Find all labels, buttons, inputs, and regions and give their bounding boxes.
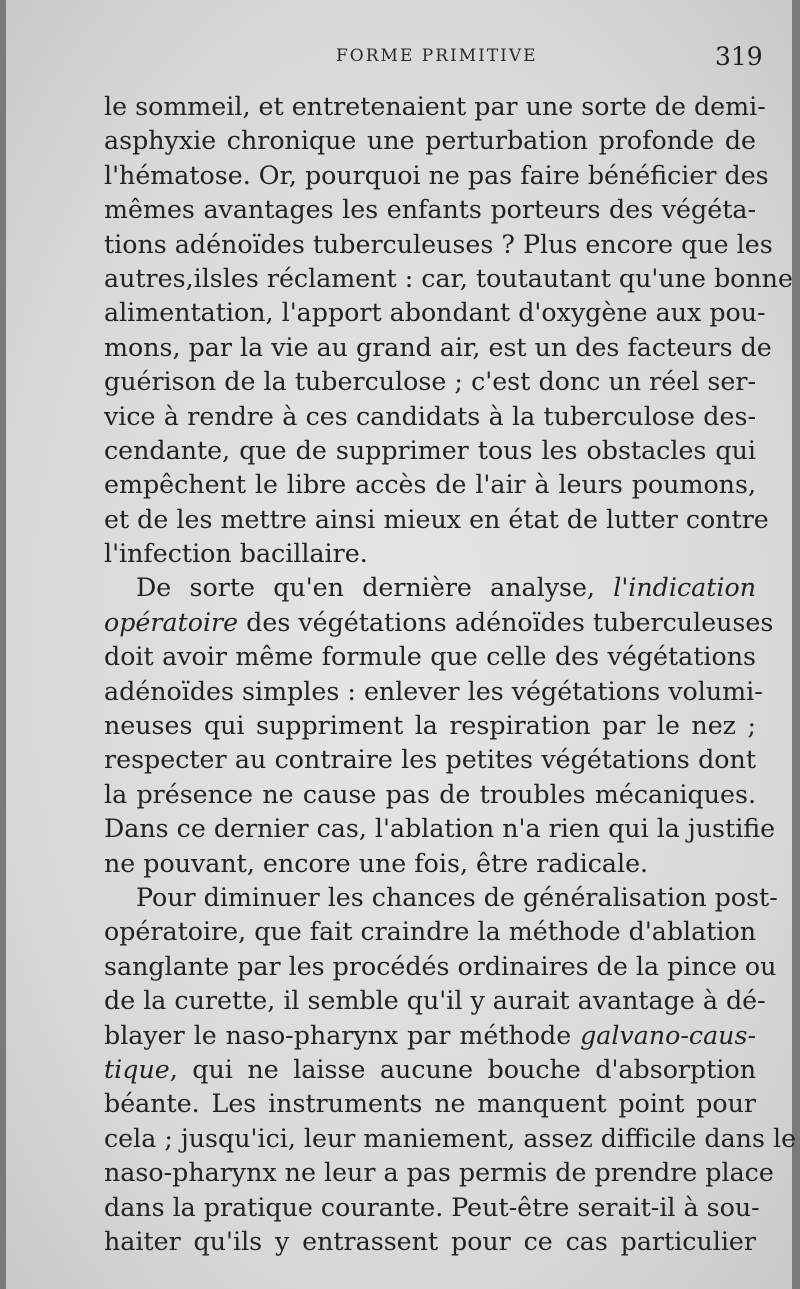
text-line: de la curette, il semble qu'il y aurait avantage à dé-: [104, 986, 766, 1016]
text-line: respecter au contraire les petites végétations dont: [104, 745, 756, 775]
text-line: mons, par la vie au grand air, est un des facteurs de: [104, 332, 772, 362]
page-number: 319: [715, 42, 763, 71]
page-header: [6, 44, 792, 74]
text-line: opératoire, que fait craindre la méthode d'ablation: [104, 917, 756, 947]
text-line: le sommeil, et entretenaient par une sorte de demi-: [104, 92, 766, 121]
text-line: l'hématose. Or, pourquoi ne pas faire bénéficier des: [104, 160, 769, 190]
text-line: naso-pharynx ne leur a pas permis de prendre place: [104, 1158, 774, 1188]
text-line: [104, 606, 774, 640]
text-line: [104, 571, 756, 605]
text-line: tions adénoïdes tuberculeuses ? Plus encore que les: [104, 229, 773, 259]
text-span: De sorte qu'en dernière analyse,: [136, 573, 614, 603]
text-span: blayer le naso-pharynx par méthode: [104, 1020, 581, 1050]
italic-term: opératoire: [104, 607, 239, 637]
italic-term: tique: [104, 1054, 170, 1084]
text-line: cendante, que de supprimer tous les obstacles qui: [104, 435, 756, 465]
text-line: empêchent le libre accès de l'air à leurs poumons,: [104, 470, 756, 500]
text-line: Dans ce dernier cas, l'ablation n'a rien qui la justifie: [104, 814, 776, 844]
text-line: Pour diminuer les chances de généralisation post-: [136, 882, 778, 912]
text-line: autres,ilsles réclament : car, toutautant qu'une bonne: [104, 263, 793, 293]
text-line: ne pouvant, encore une fois, être radicale.: [104, 848, 649, 878]
text-line: cela ; jusqu'ici, leur maniement, assez difficile dans le: [104, 1123, 797, 1153]
text-line: [104, 1053, 756, 1087]
text-line: asphyxie chronique une perturbation profonde de: [104, 126, 756, 156]
text-line: guérison de la tuberculose ; c'est donc un réel ser-: [104, 367, 756, 397]
body-text: [104, 90, 797, 1259]
text-line: mêmes avantages les enfants porteurs des végéta-: [104, 195, 756, 225]
text-line: l'infection bacillaire.: [104, 539, 368, 569]
text-line: dans la pratique courante. Peut-être serait-il à sou-: [104, 1192, 760, 1222]
text-span: , qui ne laisse aucune bouche d'absorption: [169, 1054, 756, 1084]
text-line: la présence ne cause pas de troubles mécaniques.: [104, 779, 756, 809]
text-line: et de les mettre ainsi mieux en état de lutter contre: [104, 504, 769, 534]
italic-term: galvano-caus-: [580, 1020, 756, 1050]
text-line: [104, 1019, 756, 1053]
text-line: vice à rendre à ces candidats à la tuberculose des-: [104, 401, 756, 431]
text-line: adénoïdes simples : enlever les végétations volumi-: [104, 676, 763, 706]
text-span: des végétations adénoïdes tuberculeuses: [238, 607, 774, 637]
text-line: neuses qui suppriment la respiration par le nez ;: [104, 711, 756, 741]
running-title: FORME PRIMITIVE: [336, 46, 538, 66]
text-line: béante. Les instruments ne manquent point pour: [104, 1089, 756, 1119]
text-line: doit avoir même formule que celle des végétations: [104, 642, 756, 672]
text-line: haiter qu'ils y entrassent pour ce cas particulier: [104, 1226, 756, 1256]
text-line: alimentation, l'apport abondant d'oxygène aux pou-: [104, 298, 766, 328]
text-line: sanglante par les procédés ordinaires de la pince ou: [104, 951, 777, 981]
book-page: [6, 0, 797, 1289]
italic-term: l'indication: [613, 573, 756, 603]
